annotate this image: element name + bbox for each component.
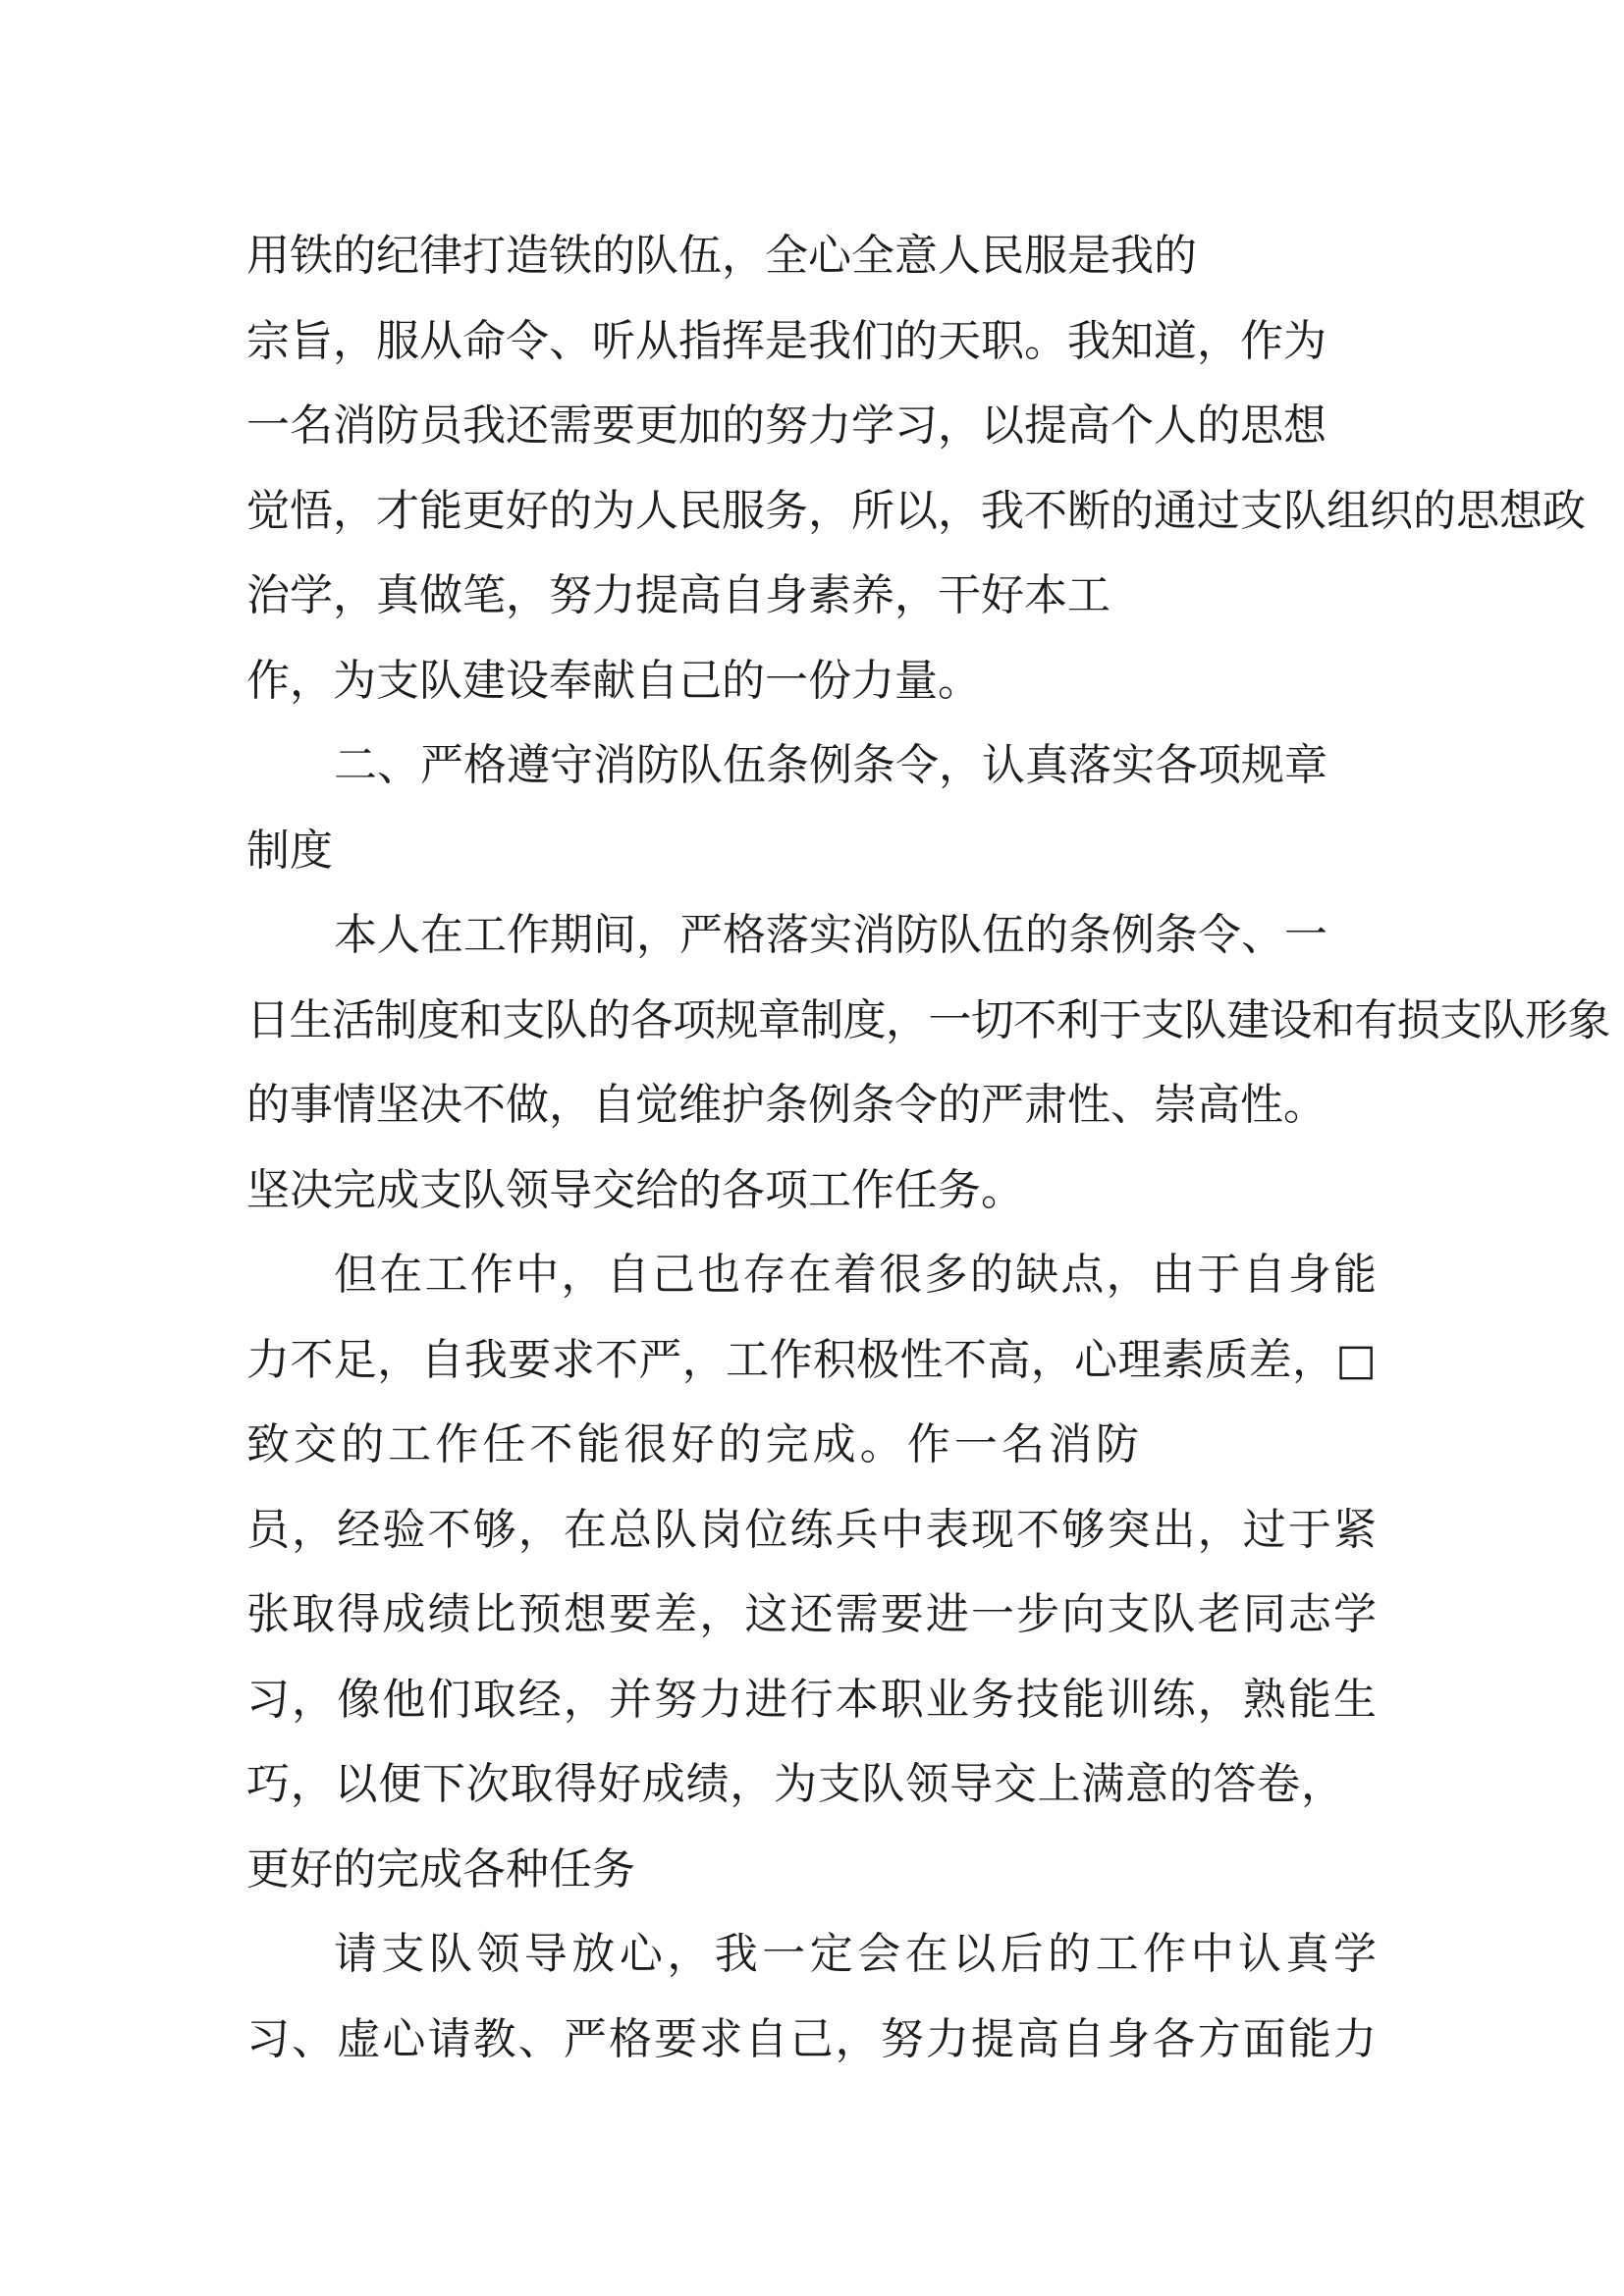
text-line: 作，为支队建设奉献自己的一份力量。 [246,655,981,706]
paragraph-start-line: 本人在工作期间，严格落实消防队伍的条例条令、一 [334,910,1327,960]
section-heading: 二、严格遵守消防队伍条例条令，认真落实各项规章 [334,740,1327,790]
text-line: 日生活制度和支队的各项规章制度，一切不利于支队建设和有损支队形象 [246,994,1610,1045]
text-line: 张取得成绩比预想要差，这还需要进一步向支队老同志学 [246,1589,1377,1639]
text-line: 习、虚心请教、严格要求自己，努力提高自身各方面能力 [246,2013,1377,2064]
text-line: 力不足，自我要求不严，工作积极性不高，心理素质差，□ [246,1334,1377,1385]
text-line: 用铁的纪律打造铁的队伍，全心全意人民服是我的 [246,231,1197,281]
paragraph-start-line: 请支队领导放心，我一定会在以后的工作中认真学 [334,1929,1377,1979]
text-line: 的事情坚决不做，自觉维护条例条令的严肃性、崇高性。 [246,1080,1326,1130]
text-line: 治学，真做笔，努力提高自身素养，干好本工 [246,570,1110,620]
text-line: 宗旨，服从命令、听从指挥是我们的天职。我知道，作为 [246,315,1326,366]
section-heading-continued: 制度 [246,825,333,876]
text-line: 致交的工作任不能很好的完成。作一名消防 [246,1419,1139,1469]
text-line: 习，像他们取经，并努力进行本职业务技能训练，熟能生 [246,1674,1377,1725]
text-line: 更好的完成各种任务 [246,1843,635,1895]
text-line: 一名消防员我还需要更加的努力学习，以提高个人的思想 [246,400,1326,451]
document-body [246,214,1621,2082]
text-line: 坚决完成支队领导交给的各项工作任务。 [246,1164,1024,1215]
text-line: 觉悟，才能更好的为人民服务，所以，我不断的通过支队组织的思想政 [246,485,1586,536]
text-line: 员，经验不够，在总队岗位练兵中表现不够突出，过于紧 [246,1504,1377,1555]
paragraph-start-line: 但在工作中，自己也存在着很多的缺点，由于自身能 [334,1250,1377,1300]
text-line: 巧，以便下次取得好成绩，为支队领导交上满意的答卷， [246,1759,1344,1809]
